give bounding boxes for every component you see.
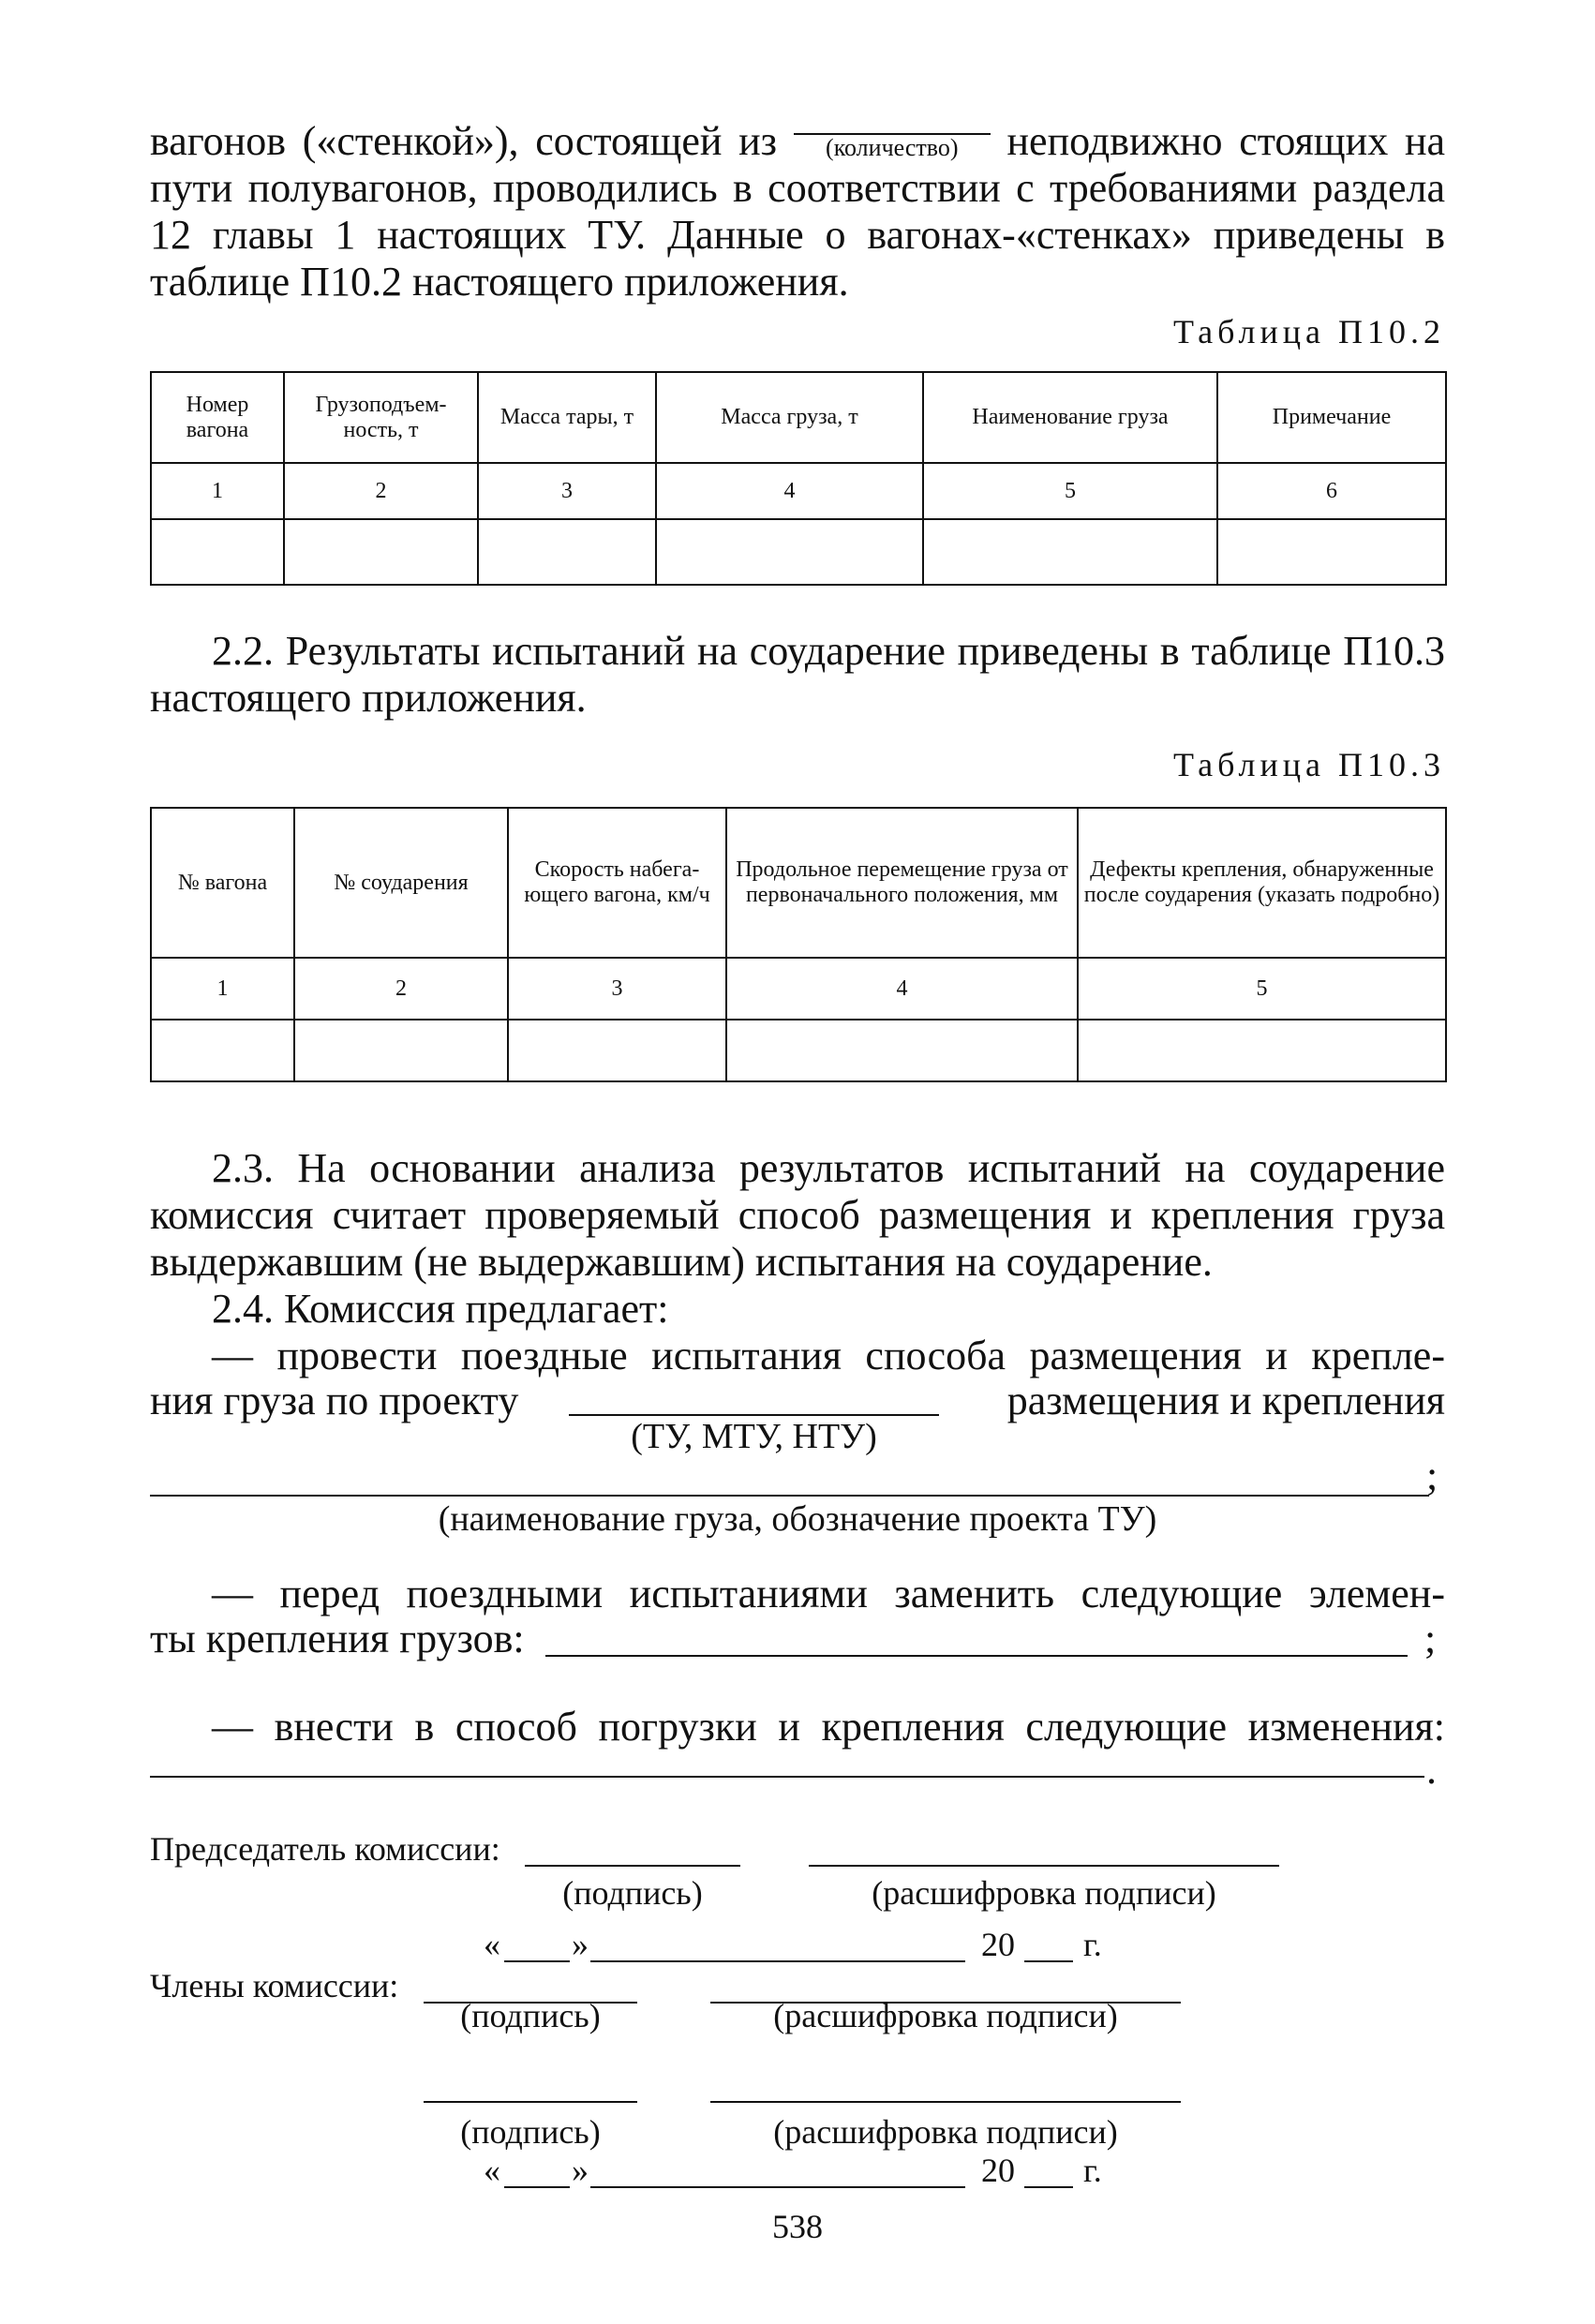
empty-cell[interactable] [294,1020,508,1081]
number-cell: 2 [284,463,478,519]
project-type-field[interactable] [569,1414,939,1416]
cargo-name-caption: (наименование груза, обозначение проекта ТУ) [438,1499,1157,1539]
signature-caption: (подпись) [460,2113,601,2151]
number-cell: 5 [1078,958,1446,1020]
intro-paragraph [150,118,1445,305]
header-cell: Номер вагона [151,372,284,463]
date-month-field[interactable] [590,2186,965,2188]
paragraph-2-4: 2.4. Комиссия предлагает: [212,1286,669,1332]
item-3-period: . [1426,1747,1437,1793]
empty-cell[interactable] [726,1020,1078,1081]
members-label: Члены комиссии: [150,1967,399,2004]
fastening-elements-field[interactable] [545,1655,1408,1657]
header-cell: № соударения [294,808,508,958]
intro-text-end: неподвижно стоящих на пути полувагонов, проводились в соответствии с требованиями раздела 12 главы 1 настоящих ТУ. Данные о вагонах-«стенках» приведены в таблице П10.2 настоящего приложения. [150,118,1446,305]
table-p10-2 [150,371,1447,586]
header-cell: Примечание [1217,372,1446,463]
header-cell: Масса тары, т [478,372,656,463]
decoding-caption: (расшифровка подписи) [872,1874,1216,1912]
item-2-semicolon: ; [1424,1616,1437,1661]
table-p10-3 [150,807,1447,1082]
table-header-row [151,808,1446,958]
empty-cell[interactable] [151,519,284,585]
paragraph-2-3: 2.3. На основании анализа результатов испытаний на соударение комиссия считает проверяемый способ размещения и крепления груза выдержавшим (не выдержавшим) испытания на соударение. [150,1145,1445,1285]
date-year-suffix: г. [1083,1926,1102,1963]
date-year-field[interactable] [1024,1960,1073,1962]
date-year-prefix: 20 [981,1926,1015,1963]
number-cell: 4 [656,463,923,519]
table-number-row [151,958,1446,1020]
empty-cell[interactable] [478,519,656,585]
number-cell: 1 [151,958,294,1020]
number-cell: 3 [478,463,656,519]
header-cell: Грузоподъем-ность, т [284,372,478,463]
number-cell: 6 [1217,463,1446,519]
header-cell: Масса груза, т [656,372,923,463]
table-empty-row [151,1020,1446,1081]
date-day-field[interactable] [504,1960,570,1962]
decoding-caption: (расшифровка подписи) [773,1997,1118,2034]
empty-cell[interactable] [151,1020,294,1081]
signature-caption: (подпись) [562,1874,703,1912]
table-empty-row [151,519,1446,585]
number-cell: 4 [726,958,1078,1020]
table-number-row [151,463,1446,519]
item-1-line-2-end: размещения и крепления [1006,1378,1445,1423]
intro-text-start: вагонов («стенкой»), состоящей из [150,118,778,164]
empty-cell[interactable] [923,519,1217,585]
date-month-field[interactable] [590,1960,965,1962]
date-quote-close: » [572,1926,589,1963]
member-2-signature-field[interactable] [424,2101,637,2103]
member-2-decoding-field[interactable] [710,2101,1181,2103]
header-cell: Скорость набега-ющего вагона, км/ч [508,808,726,958]
number-cell: 5 [923,463,1217,519]
header-cell: № вагона [151,808,294,958]
item-1-semicolon: ; [1426,1452,1438,1498]
quantity-caption: (количество) [826,134,959,161]
number-cell: 2 [294,958,508,1020]
changes-field[interactable] [150,1776,1424,1778]
decoding-caption: (расшифровка подписи) [773,2113,1118,2151]
empty-cell[interactable] [1078,1020,1446,1081]
item-2-line-1: — перед поездными испытаниями заменить следующие элемен- [212,1571,1445,1616]
item-3-line-1: — внести в способ погрузки и крепления следующие изменения: [212,1704,1445,1750]
project-type-caption: (ТУ, МТУ, НТУ) [631,1417,877,1456]
date-year-field[interactable] [1024,2186,1073,2188]
header-cell: Наименование груза [923,372,1217,463]
empty-cell[interactable] [1217,519,1446,585]
empty-cell[interactable] [284,519,478,585]
cargo-name-field[interactable] [150,1495,1429,1497]
item-2-line-2: ты крепления грузов: [150,1616,525,1661]
date-day-field[interactable] [504,2186,570,2188]
page-number: 538 [772,2208,823,2245]
date-quote-close: » [572,2152,589,2189]
header-cell: Продольное перемещение груза от первоначального положения, мм [726,808,1078,958]
chairman-label: Председатель комиссии: [150,1830,500,1868]
date-year-prefix: 20 [981,2152,1015,2189]
empty-cell[interactable] [508,1020,726,1081]
quantity-blank [794,123,991,160]
empty-cell[interactable] [656,519,923,585]
chairman-signature-field[interactable] [525,1865,740,1867]
item-1-line-2-start: ния груза по проекту [150,1378,519,1423]
date-quote-open: « [484,1926,500,1963]
chairman-decoding-field[interactable] [809,1865,1279,1867]
signature-caption: (подпись) [460,1997,601,2034]
table-p10-2-caption: Таблица П10.2 [1173,313,1445,350]
header-cell: Дефекты крепления, обнаруженные после соударения (указать подробно) [1078,808,1446,958]
table-p10-3-caption: Таблица П10.3 [1173,746,1445,783]
number-cell: 1 [151,463,284,519]
date-year-suffix: г. [1083,2152,1102,2189]
table-header-row [151,372,1446,463]
item-1-line-1: — провести поездные испытания способа размещения и крепле- [212,1333,1445,1378]
date-quote-open: « [484,2152,500,2189]
number-cell: 3 [508,958,726,1020]
paragraph-2-2: 2.2. Результаты испытаний на соударение приведены в таблице П10.3 настоящего приложения. [150,628,1445,721]
